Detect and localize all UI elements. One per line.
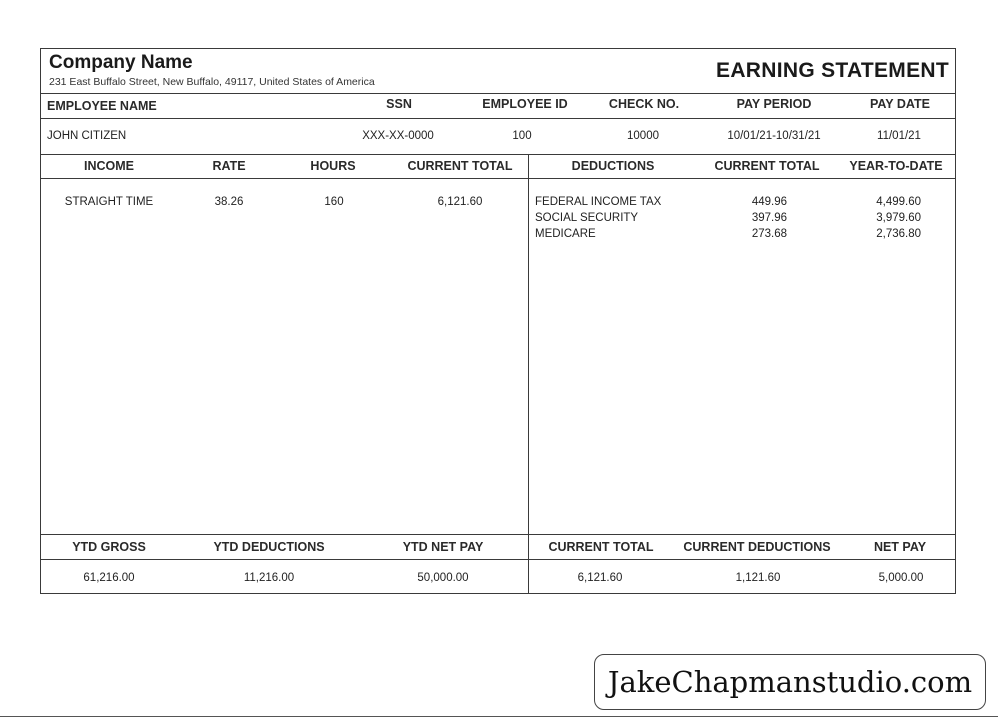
employee-name-header: EMPLOYEE NAME xyxy=(47,99,157,113)
divider xyxy=(41,178,955,179)
ytd-deductions-value: 11,216.00 xyxy=(243,572,295,584)
employee-id-value: 100 xyxy=(512,130,532,142)
deduction-name: FEDERAL INCOME TAX xyxy=(535,196,662,208)
column-divider xyxy=(528,154,529,593)
check-no-header: CHECK NO. xyxy=(608,97,680,111)
net-pay-value: 5,000.00 xyxy=(878,572,924,584)
income-type: STRAIGHT TIME xyxy=(64,196,154,208)
deductions-header: DEDUCTIONS xyxy=(571,159,655,173)
company-address: 231 East Buffalo Street, New Buffalo, 49117, United States of America xyxy=(49,76,375,88)
deduction-current-total: 449.96 xyxy=(751,196,787,208)
ytd-deductions-header: YTD DEDUCTIONS xyxy=(213,540,325,554)
summary-current-total-value: 6,121.60 xyxy=(577,572,623,584)
pay-date-header: PAY DATE xyxy=(870,97,930,111)
statement-title: EARNING STATEMENT xyxy=(716,59,949,82)
pay-period-value: 10/01/21-10/31/21 xyxy=(727,130,821,142)
ssn-header: SSN xyxy=(386,97,412,111)
income-current-total: 6,121.60 xyxy=(437,196,483,208)
company-name: Company Name xyxy=(49,52,193,73)
income-current-total-header: CURRENT TOTAL xyxy=(407,159,513,173)
summary-current-total-header: CURRENT TOTAL xyxy=(548,540,654,554)
deductions-current-total-header: CURRENT TOTAL xyxy=(714,159,820,173)
employee-name-value: JOHN CITIZEN xyxy=(47,130,127,142)
divider xyxy=(41,534,955,535)
income-hours: 160 xyxy=(324,196,344,208)
divider xyxy=(41,118,955,119)
pay-period-header: PAY PERIOD xyxy=(736,97,812,111)
rate-header: RATE xyxy=(212,159,246,173)
deduction-name: MEDICARE xyxy=(535,228,596,240)
ytd-net-pay-header: YTD NET PAY xyxy=(402,540,484,554)
deduction-ytd: 4,499.60 xyxy=(876,196,921,208)
deduction-current-totals xyxy=(731,194,787,242)
hours-header: HOURS xyxy=(310,159,356,173)
page-bottom-rule xyxy=(0,716,998,717)
employee-id-header: EMPLOYEE ID xyxy=(482,97,568,111)
income-rate: 38.26 xyxy=(214,196,244,208)
ytd-gross-value: 61,216.00 xyxy=(83,572,135,584)
net-pay-header: NET PAY xyxy=(873,540,927,554)
current-deductions-header: CURRENT DEDUCTIONS xyxy=(683,540,831,554)
check-no-value: 10000 xyxy=(627,130,659,142)
divider xyxy=(41,93,955,94)
deduction-current-total: 273.68 xyxy=(751,228,787,240)
watermark: JakeChapmanstudio.com xyxy=(594,654,986,710)
year-to-date-header: YEAR-TO-DATE xyxy=(849,159,943,173)
deduction-name: SOCIAL SECURITY xyxy=(535,212,639,224)
ytd-gross-header: YTD GROSS xyxy=(72,540,146,554)
deduction-ytd: 2,736.80 xyxy=(876,228,921,240)
deduction-current-total: 397.96 xyxy=(751,212,787,224)
pay-date-value: 11/01/21 xyxy=(877,130,921,142)
ssn-value: XXX-XX-0000 xyxy=(362,130,434,142)
current-deductions-value: 1,121.60 xyxy=(735,572,781,584)
income-header: INCOME xyxy=(84,159,134,173)
divider xyxy=(41,154,955,155)
earning-statement xyxy=(40,48,956,594)
divider xyxy=(41,559,955,560)
deduction-names xyxy=(535,194,661,242)
ytd-net-pay-value: 50,000.00 xyxy=(417,572,469,584)
deduction-ytd: 3,979.60 xyxy=(876,212,921,224)
deduction-ytd-values xyxy=(857,194,921,242)
